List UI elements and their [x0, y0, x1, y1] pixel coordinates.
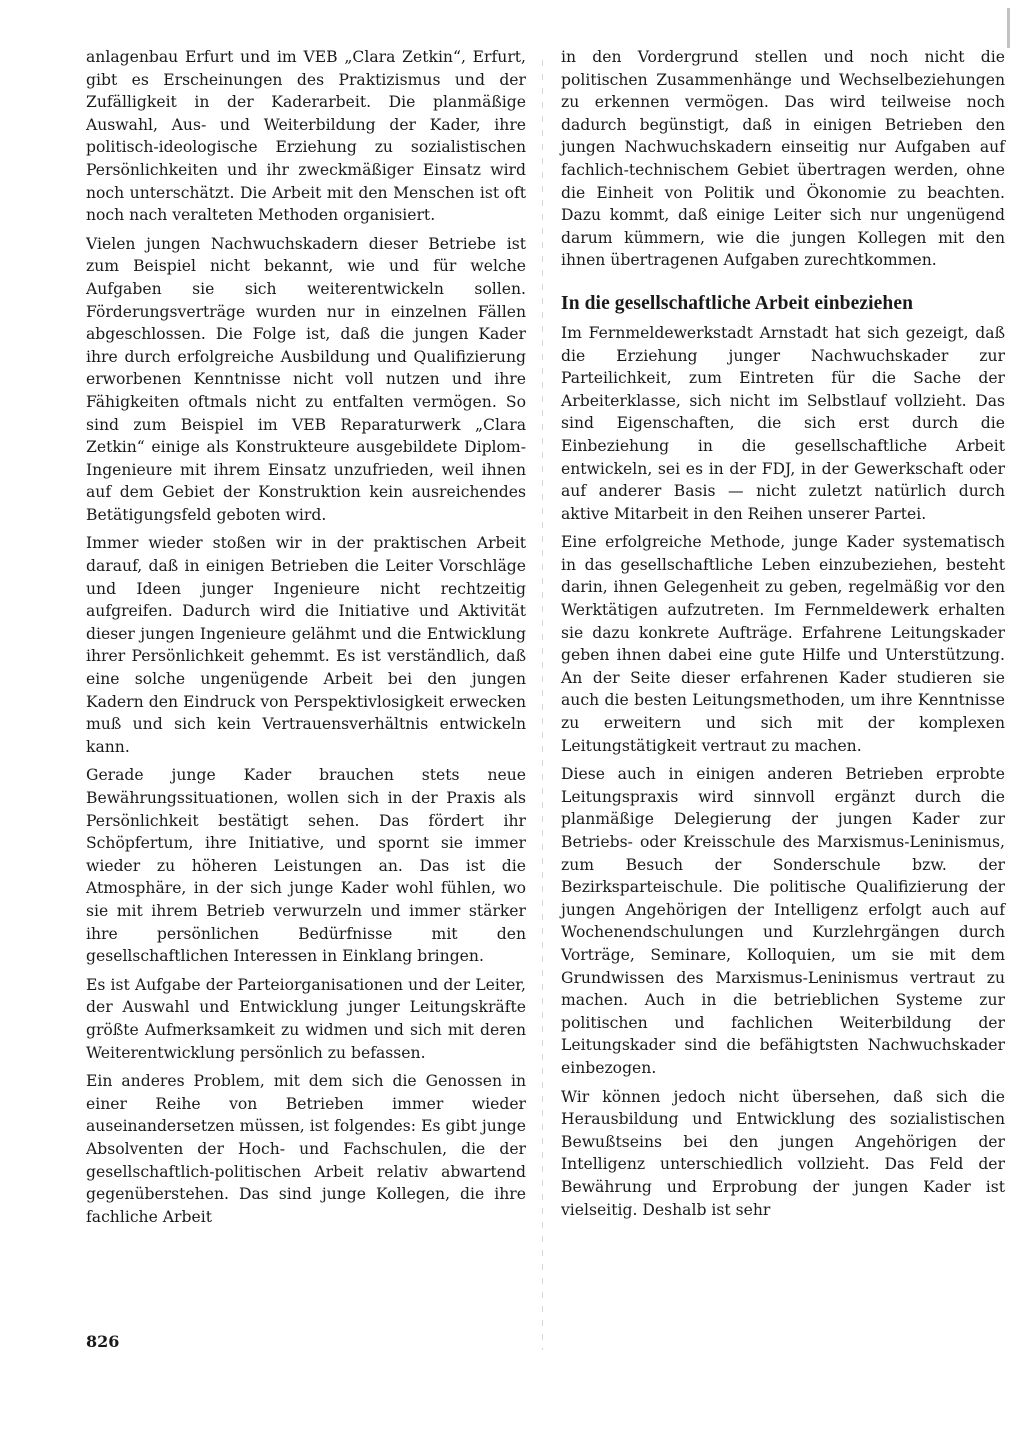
left-paragraph-1: anlagenbau Erfurt und im VEB „Clara Zetkin“, Erfurt, gibt es Erscheinungen des Praktizismus und der Zufälligkeit in der Kaderarbeit. Die planmäßige Auswahl, Aus- und Weiterbildung der Kader, ihre politisch-ideologische Erziehung zu sozialistischen Persönlichkeiten und ihr zweckmäßiger Einsatz wird noch unterschätzt. Die Arbeit mit den Menschen ist oft noch nach veralteten Methoden organisiert. — [86, 48, 526, 225]
left-paragraph-6: Ein anderes Problem, mit dem sich die Genossen in einer Reihe von Betrieben immer wieder auseinandersetzen müssen, ist folgendes: Es gibt junge Absolventen der Hoch- und Fachschulen, die der gesellschaftlich-politischen Arbeit relativ abwartend gegenüberstehen. Das sind junge Kollegen, die ihre fachliche Arbeit — [86, 1072, 526, 1226]
right-paragraph-4: Wir können jedoch nicht übersehen, daß sich die Herausbildung und Entwicklung des sozialistischen Bewußtseins bei den jungen Angehörigen der Intelligenz unterschiedlich vollzieht. Das Feld der Bewährung und Erprobung der jungen Kader ist vielseitig. Deshalb ist sehr — [561, 1087, 1005, 1219]
right-paragraph-2: Eine erfolgreiche Methode, junge Kader systematisch in das gesellschaftliche Leben einzubeziehen, besteht darin, ihnen Gelegenheit zu geben, regelmäßig vor den Werktätigen aufzutreten. Im Fernmeldewerk erhalten sie dazu konkrete Aufträge. Erfahrene Leitungskader geben ihnen dabei eine gute Hilfe und Unterstützung. An der Seite dieser erfahrenen Kader studieren sie auch die besten Leitungsmethoden, um ihre Kenntnisse zu erweitern und sich mit der komplexen Leitungstätigkeit vertraut zu machen. — [561, 533, 1005, 755]
left-column — [86, 46, 526, 1234]
right-intro-paragraph: in den Vordergrund stellen und noch nicht die politischen Zusammenhänge und Wechselbeziehungen zu erkennen vermögen. Das wird teilweise noch dadurch begünstigt, daß in einigen Betrieben den jungen Nachwuchskadern einseitig nur Aufgaben auf fachlich-technischem Gebiet übertragen werden, ohne die Einheit von Politik und Ökonomie zu beachten. Dazu kommt, daß einige Leiter sich nur ungenügend darum kümmern, wie die jungen Kollegen mit den ihnen übertragenen Aufgaben zurechtkommen. — [561, 48, 1005, 270]
right-column — [561, 46, 1005, 1227]
scan-edge-mark — [1007, 8, 1010, 48]
left-paragraph-3: Immer wieder stoßen wir in der praktischen Arbeit darauf, daß in einigen Betrieben die Leiter Vorschläge und Ideen junger Ingenieure nicht rechtzeitig aufgreifen. Dadurch wird die Initiative und Aktivität dieser jungen Ingenieure gelähmt und die Entwicklung ihrer Persönlichkeit gehemmt. Es ist verständlich, daß eine solche ungenügende Arbeit bei den jungen Kadern den Eindruck von Perspektivlosigkeit erwecken muß und sich kein Vertrauensverhältnis entwickeln kann. — [86, 534, 526, 756]
page-number: 826 — [86, 1332, 120, 1351]
left-paragraph-2: Vielen jungen Nachwuchskadern dieser Betriebe ist zum Beispiel nicht bekannt, wie und für welche Aufgaben sie sich weiterentwickeln sollen. Förderungsverträge wurden nur in einzelnen Fällen abgeschlossen. Die Folge ist, daß die jungen Kader ihre durch erfolgreiche Ausbildung und Qualifizierung erworbenen Kenntnisse nicht voll nutzen und ihre Fähigkeiten oftmals nicht zu entfalten vermögen. So sind zum Beispiel im VEB Reparaturwerk „Clara Zetkin“ einige als Konstrukteure ausgebildete Diplom-Ingenieure mit ihrem Einsatz unzufrieden, weil ihnen auf dem Gebiet der Konstruktion kein ausreichendes Betätigungsfeld geboten wird. — [86, 234, 526, 524]
left-paragraph-5: Es ist Aufgabe der Parteiorganisationen und der Leiter, der Auswahl und Entwicklung junger Leitungskräfte größte Aufmerksamkeit zu widmen und sich mit deren Weiterentwicklung persönlich zu befassen. — [86, 975, 526, 1062]
section-heading: In die gesellschaftliche Arbeit einbeziehen — [561, 292, 914, 314]
left-paragraph-4: Gerade junge Kader brauchen stets neue Bewährungssituationen, wollen sich in der Praxis als Persönlichkeit bestätigt sehen. Das fördert ihr Schöpfertum, ihre Initiative, und spornt sie immer wieder zu höheren Leistungen an. Das ist die Atmosphäre, in der sich junge Kader wohl fühlen, wo sie mit ihrem Betrieb verwurzeln und immer stärker ihre persönlichen Bedürfnisse mit den gesellschaftlichen Interessen in Einklang bringen. — [86, 766, 526, 966]
column-divider — [542, 60, 543, 1350]
right-paragraph-1: Im Fernmeldewerkstadt Arnstadt hat sich gezeigt, daß die Erziehung junger Nachwuchskader zur Parteilichkeit, zum Eintreten für die Sache der Arbeiterklasse, sich nicht im Selbstlauf vollzieht. Das sind Eigenschaften, die sich erst durch die Einbeziehung in die gesellschaftliche Arbeit entwickeln, sei es in der FDJ, in der Gewerkschaft oder auf anderer Basis — nicht zuletzt natürlich durch aktive Mitarbeit in den Reihen unserer Partei. — [561, 323, 1005, 523]
right-paragraph-3: Diese auch in einigen anderen Betrieben erprobte Leitungspraxis wird sinnvoll ergänzt durch die planmäßige Delegierung der jungen Kader zur Betriebs- oder Kreisschule des Marxismus-Leninismus, zum Besuch der Sonderschule bzw. der Bezirksparteischule. Die politische Qualifizierung der jungen Angehörigen der Intelligenz erfolgt auch auf Wochenendschulungen und Kurzlehrgängen durch Vorträge, Seminare, Kolloquien, um sie mit dem Grundwissen des Marxismus-Leninismus vertraut zu machen. Auch in die betrieblichen Systeme zur politischen und fachlichen Weiterbildung der Leitungskader sind die befähigtsten Nachwuchskader einbezogen. — [561, 765, 1005, 1077]
